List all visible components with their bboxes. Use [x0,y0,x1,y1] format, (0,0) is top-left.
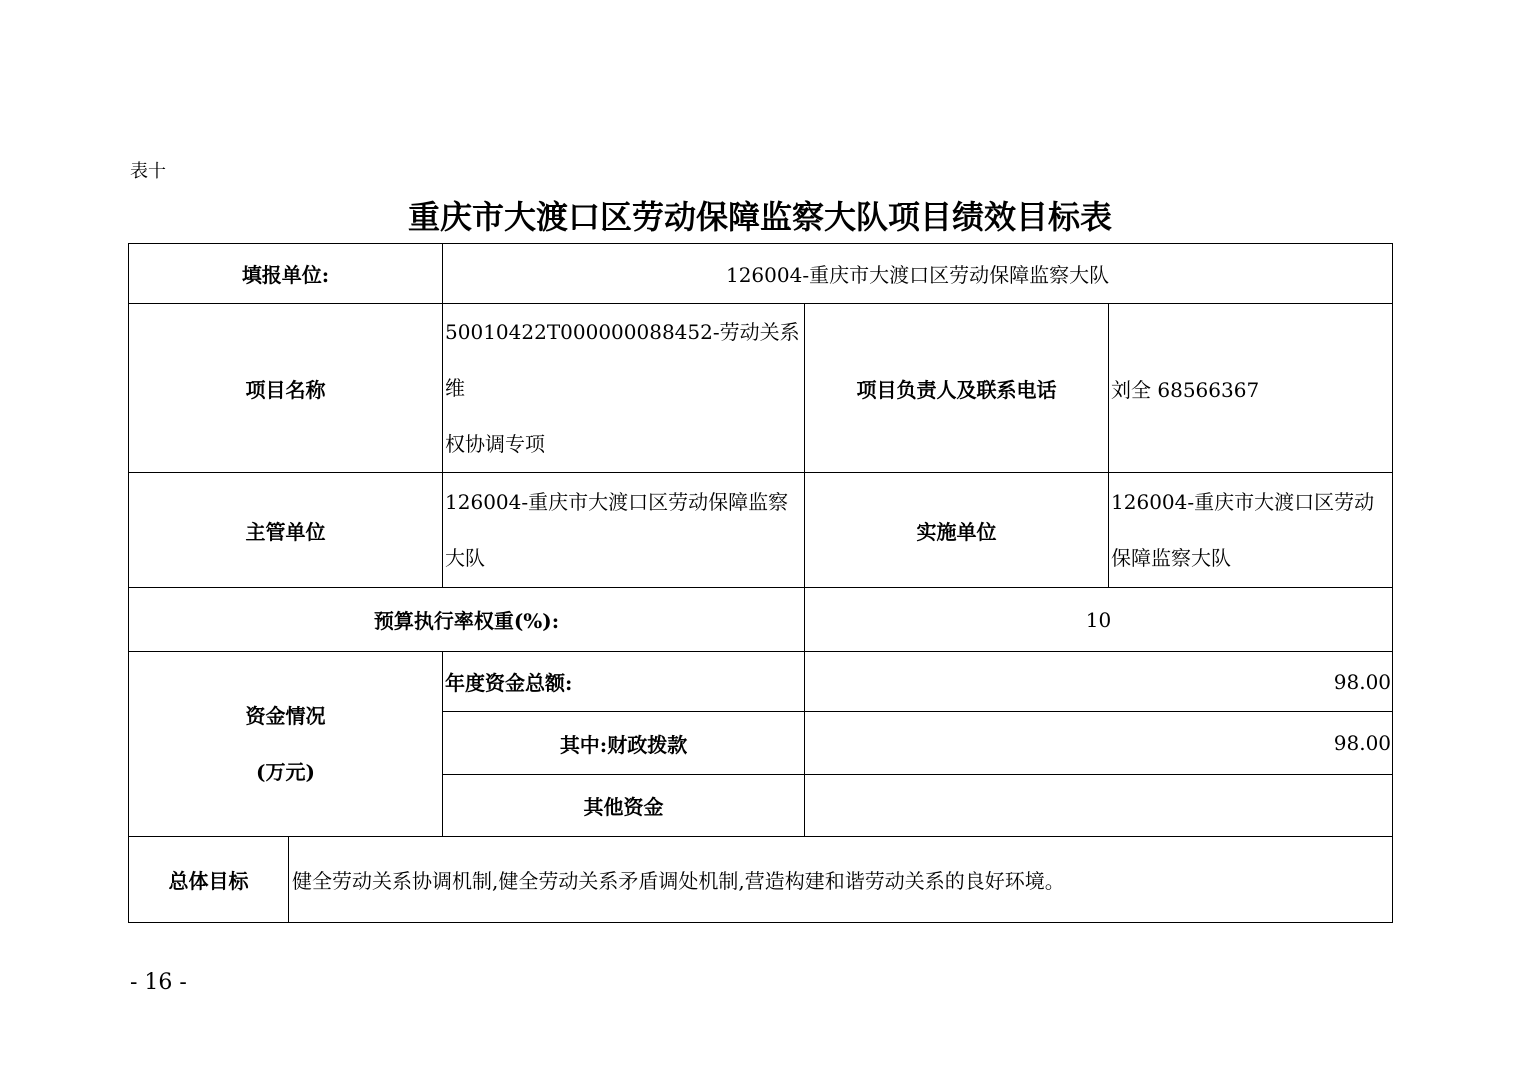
budget-weight-label: 预算执行率权重(%): [129,588,805,652]
funds-label-line-1: 资金情况 [245,704,326,728]
project-name-line-1: 50010422T000000088452-劳动关系维 [445,320,800,400]
other-funds-label: 其他资金 [443,775,805,837]
page-title: 重庆市大渡口区劳动保障监察大队项目绩效目标表 [407,198,1112,236]
implementing-unit-line-2: 保障监察大队 [1111,546,1232,570]
annual-total-label: 年度资金总额: [443,652,805,712]
supervising-unit-line-2: 大队 [445,546,486,570]
funds-label-line-2: (万元) [256,760,315,784]
fiscal-allocation-value: 98.00 [805,712,1393,775]
implementing-unit-value [1109,473,1393,588]
fiscal-allocation-label: 其中:财政拨款 [443,712,805,775]
reporting-unit-label: 填报单位: [129,244,443,304]
table-row [129,473,1393,588]
project-name-line-2: 权协调专项 [445,432,546,456]
other-funds-value [805,775,1393,837]
supervising-unit-value [443,473,805,588]
budget-weight-value: 10 [805,588,1393,652]
table-row [129,652,1393,712]
reporting-unit-value: 126004-重庆市大渡口区劳动保障监察大队 [443,244,1393,304]
table-row [129,588,1393,652]
page-number: - 16 - [130,970,187,995]
project-leader-label: 项目负责人及联系电话 [805,304,1109,473]
table-row [129,304,1393,473]
table-row [129,244,1393,304]
supervising-unit-line-1: 126004-重庆市大渡口区劳动保障监察 [445,490,789,514]
project-name-label: 项目名称 [129,304,443,473]
project-name-value [443,304,805,473]
table-label: 表十 [130,161,166,182]
table-row [129,837,1393,923]
annual-total-value: 98.00 [805,652,1393,712]
funds-label [129,652,443,837]
performance-target-table [128,243,1393,923]
supervising-unit-label: 主管单位 [129,473,443,588]
overall-goal-value: 健全劳动关系协调机制,健全劳动关系矛盾调处机制,营造构建和谐劳动关系的良好环境。 [289,837,1393,923]
overall-goal-label: 总体目标 [129,837,289,923]
project-leader-value: 刘全 68566367 [1109,304,1393,473]
implementing-unit-line-1: 126004-重庆市大渡口区劳动 [1111,490,1375,514]
implementing-unit-label: 实施单位 [805,473,1109,588]
